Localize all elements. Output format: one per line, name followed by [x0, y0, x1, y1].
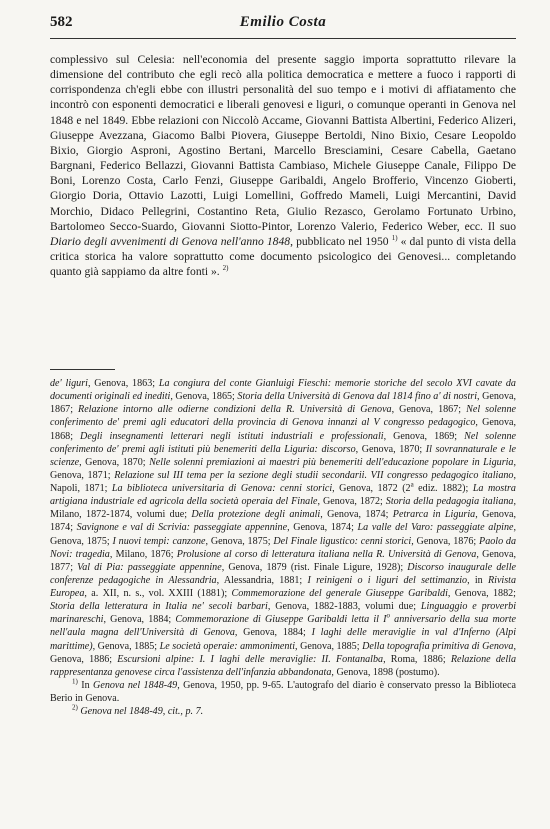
citation-title: Nelle solenni premiazioni ai maestri più benemeriti dell'educazione popolare in Liguria — [149, 456, 514, 468]
citation-title: Relazione intorno alle odierne condizioni della R. Università di Genova — [78, 404, 392, 416]
footnote-continuation — [50, 377, 516, 679]
citation-text: , Genova, 1874; — [50, 509, 517, 534]
citation-title: Del Finale ligustico: cenni storici — [273, 535, 412, 547]
citation-text: , Genova, 1871; — [50, 456, 517, 481]
footnote-ref-2[interactable]: 2) — [222, 264, 229, 273]
citation-title: Paolo da Novi: tragedia — [50, 535, 517, 560]
citation-title: La valle del Varo: passeggiate alpine — [357, 522, 514, 534]
citation-text: , Genova, 1870; — [79, 456, 150, 468]
citation-text: , Genova, 1882-1883, volumi due; — [267, 601, 421, 613]
citation-title: Della protezione degli animali — [191, 509, 321, 521]
citation-title: Discorso inaugurale delle conferenze pedagogiche in Alessandria — [50, 561, 516, 586]
page-number: 582 — [50, 14, 73, 30]
citation-title: Nel solenne conferimento de' premi agli educatori della provincia di Genova innanzi al V congresso pedagogico — [50, 404, 517, 429]
after-title: , pubblicato nel 1950 — [290, 234, 389, 248]
citation-title: La congiura del conte Gianluigi Fieschi: memorie storiche del secolo XVI cavate da documenti originali ed inediti — [50, 378, 516, 403]
citation-title: Commemorazione del generale Giuseppe Garibaldi — [231, 588, 448, 599]
citation-text: , in — [467, 574, 488, 586]
diary-title: Diario degli avvenimenti di Genova nell'anno 1848 — [50, 234, 291, 248]
citation-title: Commemorazione di Giuseppe Garibaldi letta il I — [175, 614, 387, 626]
note1-post: , Genova, 1950, pp. 9-65. L'autografo del diario è conservato presso la Biblioteca Berio in Genova. — [50, 679, 516, 704]
citation-text: , Genova, 1869; — [383, 430, 465, 442]
citation-text: , Genova, 1867; — [50, 391, 516, 416]
citation-text: , Genova, 1865; — [170, 391, 238, 403]
citation-title: Relazione della rappresentanza genovese circa l'assistenza dell'infanzia abbandonata — [50, 653, 517, 678]
footnote-ref-1[interactable]: 1) — [391, 234, 398, 243]
citation-title: Petrarca in Liguria — [392, 509, 476, 521]
citation-text: , Genova, 1874; — [287, 522, 358, 534]
citation-text: ediz. 1882); — [413, 483, 473, 494]
main-paragraph — [50, 52, 516, 279]
citation-text: , a. XII, n. s., vol. XXIII (1881); — [84, 588, 232, 599]
main-text — [50, 52, 516, 279]
citation-title: Storia della letteratura in Italia ne' secoli barbari — [50, 601, 268, 613]
citation-title: La biblioteca universitaria di Genova: cenni storici — [111, 483, 333, 494]
footnote-marker-1: 1) — [72, 677, 78, 686]
note1-pre: In — [77, 679, 94, 691]
citation-title: Prolusione al corso di letteratura italiana nella R. Università di Genova — [176, 548, 477, 560]
footnote-1 — [50, 679, 516, 705]
citation-text: , Genova, 1882; — [447, 588, 516, 599]
note2-text: Genova nel 1848-49, cit., p. 7. — [77, 706, 204, 718]
footnotes — [50, 377, 516, 718]
citation-text: , Genova, 1874; — [320, 509, 393, 521]
citation-title: I laghi delle meraviglie in val d'Inferno (Alpi marittime) — [50, 627, 516, 652]
citation-text: , Genova, 1876; — [411, 535, 480, 547]
citation-text: , Genova, 1872; — [317, 496, 386, 508]
citation-title: Il sovrannaturale e le scienze — [50, 443, 516, 468]
citation-title: Nel solenne conferimento de' premi agli istituti più benemeriti della Liguria: discorso — [50, 430, 517, 455]
citation-title: de' liguri — [50, 378, 88, 389]
citation-title: La mostra artigiana industriale ed agricola della società operaia del Finale — [50, 483, 516, 508]
citation-text: , Genova, 1885; — [295, 640, 363, 652]
citation-title: Val di Pia: passeggiate appennine — [77, 561, 222, 573]
page-header — [50, 14, 516, 34]
citation-title: Storia della Università di Genova dal 1814 fino a' di nostri — [237, 391, 478, 403]
citation-text: , Genova, 1898 (postumo). — [331, 666, 440, 678]
citation-text: , Genova, 1872 (2 — [332, 483, 411, 494]
citation-title: Storia della pedagogia italiana — [385, 496, 514, 508]
citation-text: , Napoli, 1871; — [50, 469, 517, 494]
citation-text: , Genova, 1885; — [92, 640, 160, 652]
critical-quote: « dal punto di vista della critica storica ha valore soprattutto come documento psicologico dei Genovesi... completando quanto già sappiamo da altre fonti ». — [50, 234, 516, 279]
citation-title: I nuovi tempi: canzone — [112, 535, 206, 547]
running-head: Emilio Costa — [239, 14, 327, 30]
citation-text: , Genova, 1867; — [391, 404, 467, 416]
citation-text: , Genova, 1884; — [234, 627, 312, 639]
citation-title: Le società operaie: ammonimenti — [159, 640, 296, 652]
citation-text: , Milano, 1872-1874, volumi due; — [50, 496, 517, 521]
citation-title: o — [386, 611, 391, 620]
citation-text: , Genova, 1868; — [50, 417, 516, 442]
citation-text: , Genova, 1884; — [103, 614, 176, 626]
citation-title: Escursioni alpine: I. I laghi delle meraviglie: II. Fontanalba — [117, 653, 384, 665]
footnote-2 — [50, 705, 516, 718]
citation-title: Della topografia primitiva di Genova — [362, 640, 514, 652]
citation-text: , Alessandria, 1881; — [216, 574, 308, 586]
footnote-rule — [50, 369, 115, 370]
citation-title: Relazione sul III tema per la sezione degli studii secondarii. VII congresso pedagogico italiano — [114, 469, 514, 481]
paragraph-text: complessivo sul Celesia: nell'economia del presente saggio importa soprattutto rilevare la dimensione del contributo che egli recò alla politica democratica e mettere a fuoco i rapporti di corrispondenza ch'egli ebbe con illustri personalità del suo tempo e i motivi di affiatamento che incontrò con esponenti democratici e liberali genovesi e liguri, o comunque operanti in Genova nel 1848 e nel 1849. Ebbe relazioni con Niccolò Accame, Giovanni Battista Albertini, Federico Alizeri, Giuseppe Avezzana, Giacomo Balbi Piovera, Giuseppe Bertoldi, Nino Bixio, Cesare Leopoldo Bixio, Giorgio Asproni, Agostino Bertani, Marcello Bresciamini, Cesare Cabella, Gaetano Bargnani, Federico Bellazzi, Giovanni Battista Cambiaso, Michele Giuseppe Canale, Filippo De Boni, Lorenzo Costa, Carlo Fenzi, Giuseppe Garibaldi, Angelo Brofferio, Vincenzo Gioberti, Giorgio Doria, Ottavio Lazotti, Luigi Lomellini, Goffredo Mameli, Luigi Mercantini, David Morchio, Didaco Pellegrini, Costantino Reta, Giulio Rezasco, Gerolamo Fortunato Urbino, Bartolomeo Secco-Suardo, Giovanni Siotto-Pintor, Lorenzo Valerio, Federico Weber, ecc. Il suo — [50, 53, 516, 233]
citation-text: a — [410, 480, 414, 489]
citation-title: Savignone e val di Scrivia: passeggiate appennine — [76, 522, 288, 534]
citation-text: , Genova, 1877; — [50, 548, 516, 573]
citation-title: anniversario della sua morte nell'aula magna dell'Università di Genova — [50, 614, 516, 639]
citation-text: , Milano, 1876; — [109, 548, 177, 560]
citation-text: , Roma, 1886; — [383, 653, 451, 665]
citation-title: I reinigeni o i liguri del settimanzio — [307, 574, 468, 586]
citation-title: Degli insegnamenti letterari negli istituti industriali e professionali — [80, 430, 384, 442]
citation-text: , Genova, 1875; — [50, 522, 517, 547]
note1-title: Genova nel 1848-49 — [93, 679, 178, 691]
footnote-marker-2: 2) — [72, 703, 78, 712]
citation-text: , Genova, 1863; — [87, 378, 159, 389]
citation-text: , Genova, 1886; — [50, 640, 516, 665]
citation-title: Rivista Europea — [50, 574, 517, 599]
citation-text: , Genova, 1879 (rist. Finale Ligure, 1928); — [221, 561, 408, 573]
citation-text: , Genova, 1875; — [205, 535, 274, 547]
citation-title: Linguaggio e proverbi marinareschi — [50, 601, 516, 626]
citation-text: , Genova, 1870; — [355, 443, 426, 455]
header-rule — [50, 38, 516, 39]
